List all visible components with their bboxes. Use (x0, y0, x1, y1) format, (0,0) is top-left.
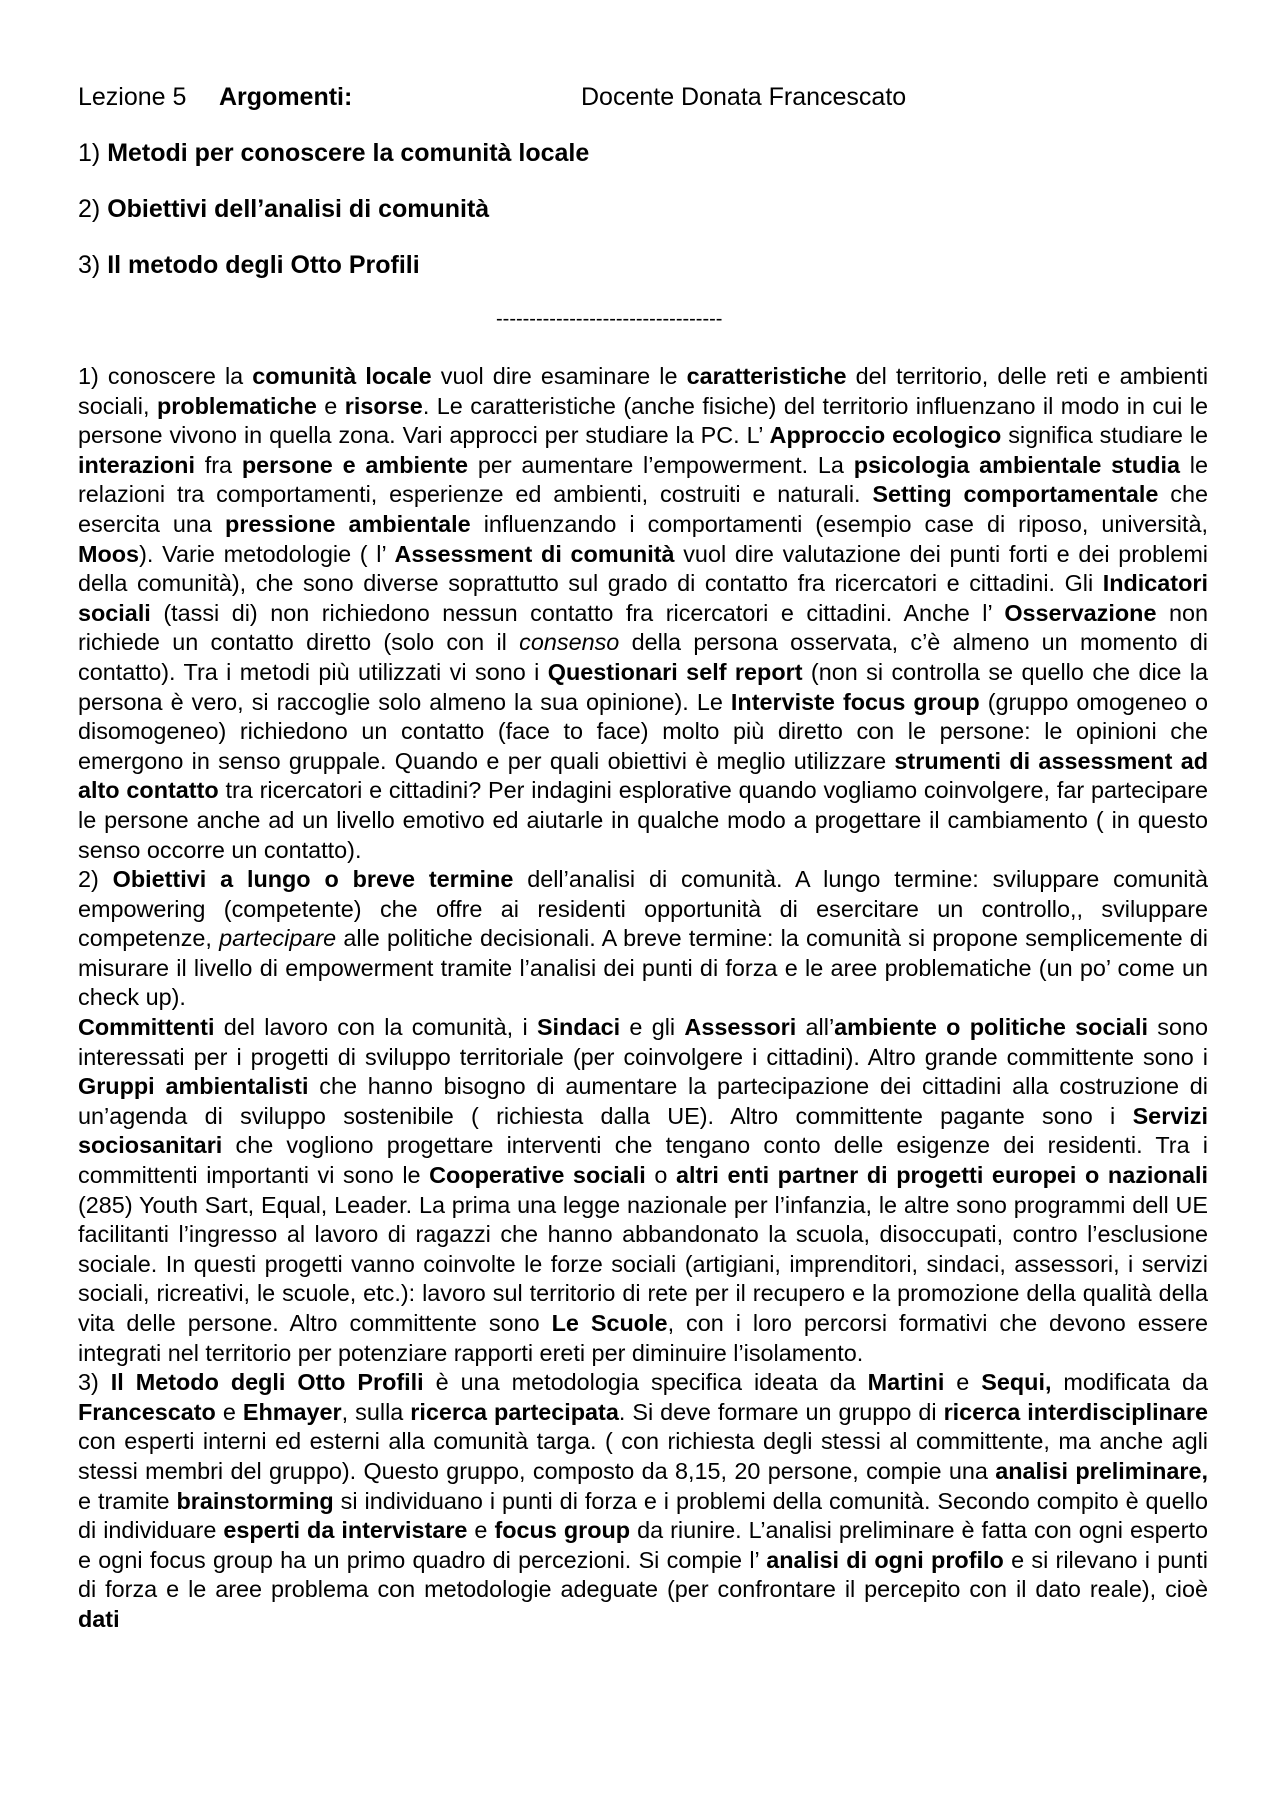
paragraph (78, 1368, 1208, 1634)
bold-term: psicologia ambientale studia (853, 451, 1181, 478)
separator-line: ---------------------------------- (496, 308, 723, 330)
text-run: 1) conoscere la (78, 363, 253, 389)
italic-term: consenso (519, 629, 620, 656)
bold-term: Sequi, (981, 1369, 1052, 1396)
text-run: vuol dire esaminare le (431, 363, 687, 389)
text-run: da riunire. L’analisi preliminare è fatta con ogni esperto e ogni focus group ha un primo quadro di percezioni. Si compie l’ (78, 1517, 1208, 1573)
bold-term: comunità locale (252, 363, 432, 389)
bold-term: focus group (494, 1517, 631, 1544)
text-run: vuol dire valutazione dei punti forti e dei problemi della comunità), che sono diverse soprattutto sul grado di contatto fra ricercatori e cittadini. Gli (78, 540, 1209, 597)
text-run: e si rilevano i punti di forza e le aree problema con metodologie adeguate (per confrontare il percepito con il dato reale), cioè (78, 1546, 1208, 1603)
bold-term: ricerca partecipata (410, 1398, 619, 1425)
topic-number: 2) (78, 195, 101, 223)
topic-number: 3) (78, 251, 101, 279)
text-run: , sulla (341, 1398, 411, 1425)
text-run: o (645, 1162, 676, 1189)
text-run: influenzando i comportamenti (esempio case di riposo, università, (470, 510, 1208, 537)
text-run: del territorio, delle reti e ambienti sociali, (78, 363, 1209, 419)
bold-term: Martini (867, 1369, 945, 1396)
text-run: e tramite (78, 1487, 177, 1514)
bold-term: analisi di ogni profilo (766, 1546, 1004, 1573)
paragraph (78, 362, 1208, 865)
text-run: (non si controlla se quello che dice la persona è vero, si raccoglie solo almeno la sua opinione). Le (78, 658, 1208, 715)
bold-term: Indicatori sociali (78, 570, 1208, 626)
text-run: fra (194, 451, 242, 478)
paragraph (78, 1013, 1208, 1368)
topic-item (78, 246, 1208, 284)
text-run: modificata da (1051, 1369, 1209, 1396)
bold-term: Gruppi ambientalisti (78, 1073, 309, 1100)
topic-item (78, 134, 1208, 172)
bold-term: Il Metodo degli Otto Profili (110, 1369, 424, 1396)
bold-term: altri enti partner di progetti europei o nazionali (675, 1162, 1208, 1189)
topic-item (78, 190, 1208, 228)
text-run: significa studiare le (1001, 422, 1208, 449)
bold-term: ricerca interdisciplinare (943, 1398, 1208, 1425)
bold-term: Ehmayer (242, 1398, 342, 1425)
bold-term: ambiente o politiche sociali (834, 1014, 1148, 1041)
topic-title: Il metodo degli Otto Profili (107, 251, 420, 279)
text-run: del lavoro con la comunità, i (214, 1014, 537, 1041)
text-run: e (467, 1517, 495, 1544)
text-run: all’ (796, 1014, 835, 1041)
text-run: dell’analisi di comunità. A lungo termine: sviluppare comunità empowering (competente) che offre ai residenti opportunità di esercitare un controllo,, sviluppare competenze, (78, 866, 1208, 952)
lesson-header (78, 78, 1208, 116)
bold-term: Francescato (78, 1398, 216, 1425)
text-run: sono interessati per i progetti di sviluppo territoriale (per coinvolgere i cittadini). Altro grande committente sono i (78, 1014, 1208, 1070)
text-run: . Si deve formare un gruppo di (618, 1398, 944, 1425)
body-text (78, 362, 1208, 1635)
text-run: e (215, 1398, 243, 1425)
text-run: (285) Youth Sart, Equal, Leader. La prima una legge nazionale per l’infanzia, le altre sono programmi dell UE facilitanti l’ingresso al lavoro di ragazzi che hanno abbandonato la scuola, disoccupati, contro l’esclusione sociale. In questi progetti vanno coinvolte le forze sociali (artigiani, imprenditori, sindaci, assessori, i servizi sociali, ricreativi, le scuole, etc.): lavoro sul territorio di rete per il recupero e la promozione della qualità della vita delle persone. Altro committente sono (78, 1191, 1208, 1336)
bold-term: Servizi sociosanitari (78, 1102, 1208, 1159)
text-run: (gruppo omogeneo o disomogeneo) richiedono un contatto (face to face) molto più diretto con le persone: le opinioni che emergono in senso gruppale. Quando e per quali obiettivi è meglio utilizzare (78, 688, 1208, 774)
text-run: tra ricercatori e cittadini? Per indagini esplorative quando vogliamo coinvolgere, far partecipare le persone anche ad un livello emotivo ed aiutarle in qualche modo a progettare il cambiamento ( in questo senso occorre un contatto). (78, 777, 1208, 863)
italic-term: partecipare (219, 925, 337, 952)
text-run: le relazioni tra comportamenti, esperienze ed ambienti, costruiti e naturali. (78, 451, 1208, 508)
text-run: con esperti interni ed esterni alla comunità targa. ( con richiesta degli stessi al committente, ma anche agli stessi membri del gruppo). Questo gruppo, composto da 8,15, 20 persone, compie una (78, 1428, 1208, 1484)
topic-title: Obiettivi dell’analisi di comunità (107, 195, 490, 223)
bold-term: interazioni (78, 451, 195, 478)
document-page (78, 78, 1208, 1635)
text-run: 3) (78, 1369, 111, 1396)
bold-term: Le Scuole (551, 1310, 668, 1336)
bold-term: brainstorming (176, 1487, 334, 1514)
bold-term: esperti da intervistare (223, 1517, 468, 1544)
bold-term: Setting comportamentale (872, 481, 1159, 508)
bold-term: Obiettivi a lungo o breve termine (112, 866, 514, 893)
text-run: ). Varie metodologie ( l’ (139, 540, 395, 567)
text-run: e gli (620, 1014, 685, 1041)
text-run: 2) (78, 866, 113, 893)
bold-term: problematiche (156, 392, 317, 419)
text-run: della persona osservata, c’è almeno un momento di contatto). Tra i metodi più utilizzati vi sono i (78, 629, 1208, 685)
bold-term: Osservazione (1004, 599, 1157, 626)
bold-term: analisi preliminare, (995, 1457, 1208, 1484)
bold-term: strumenti di assessment ad alto contatto (78, 747, 1208, 804)
teacher-name: Docente Donata Francescato (581, 83, 907, 111)
bold-term: risorse (344, 392, 423, 419)
text-run: che vogliono progettare interventi che tengano conto delle esigenze dei residenti. Tra i committenti importanti vi sono le (78, 1132, 1208, 1189)
bold-term: Sindaci (536, 1014, 621, 1041)
text-run: per aumentare l’empowerment. La (468, 451, 854, 478)
topic-number: 1) (78, 139, 101, 167)
bold-term: Approccio ecologico (769, 422, 1002, 449)
bold-term: Moos (78, 540, 140, 567)
text-run: si individuano i punti di forza e i problemi della comunità. Secondo compito è quello di individuare (78, 1487, 1208, 1544)
bold-term: Committenti (78, 1014, 215, 1041)
text-run: che esercita una (78, 481, 1208, 537)
text-run: è una metodologia specifica ideata da (423, 1369, 868, 1396)
lesson-number: Lezione 5 (78, 83, 187, 111)
bold-term: Assessori (684, 1014, 797, 1041)
text-run: , con i loro percorsi formativi che devono essere integrati nel territorio per potenziare rapporti ereti per diminuire l’isolamento. (78, 1310, 1208, 1366)
bold-term: caratteristiche (686, 363, 847, 389)
text-run: che hanno bisogno di aumentare la partecipazione dei cittadini alla costruzione di un’agenda di sviluppo sostenibile ( richiesta dalla UE). Altro committente pagante sono i (78, 1073, 1208, 1129)
bold-term: Cooperative sociali (429, 1162, 646, 1189)
text-run: (tassi di) non richiedono nessun contatto fra ricercatori e cittadini. Anche l’ (150, 599, 1005, 626)
text-run: e (316, 392, 345, 419)
bold-term: Questionari self report (547, 658, 803, 685)
text-run: alle politiche decisionali. A breve termine: la comunità si propone semplicemente di misurare il livello di empowerment tramite l’analisi dei punti di forza e le aree problematiche (un po’ come un check up). (78, 925, 1208, 1011)
bold-term: Interviste focus group (730, 688, 980, 715)
paragraph (78, 865, 1208, 1013)
bold-term: dati (78, 1605, 120, 1632)
topics-label: Argomenti: (219, 83, 353, 111)
text-run: non richiede un contatto diretto (solo con il (78, 599, 1208, 656)
topic-title: Metodi per conoscere la comunità locale (107, 139, 590, 167)
bold-term: Assessment di comunità (394, 540, 675, 567)
bold-term: persone e ambiente (241, 451, 469, 478)
text-run: . Le caratteristiche (anche fisiche) del territorio influenzano il modo in cui le persone vivono in quella zona. Vari approcci per studiare la PC. L’ (78, 392, 1208, 449)
text-run: e (944, 1369, 982, 1396)
bold-term: pressione ambientale (224, 510, 471, 537)
